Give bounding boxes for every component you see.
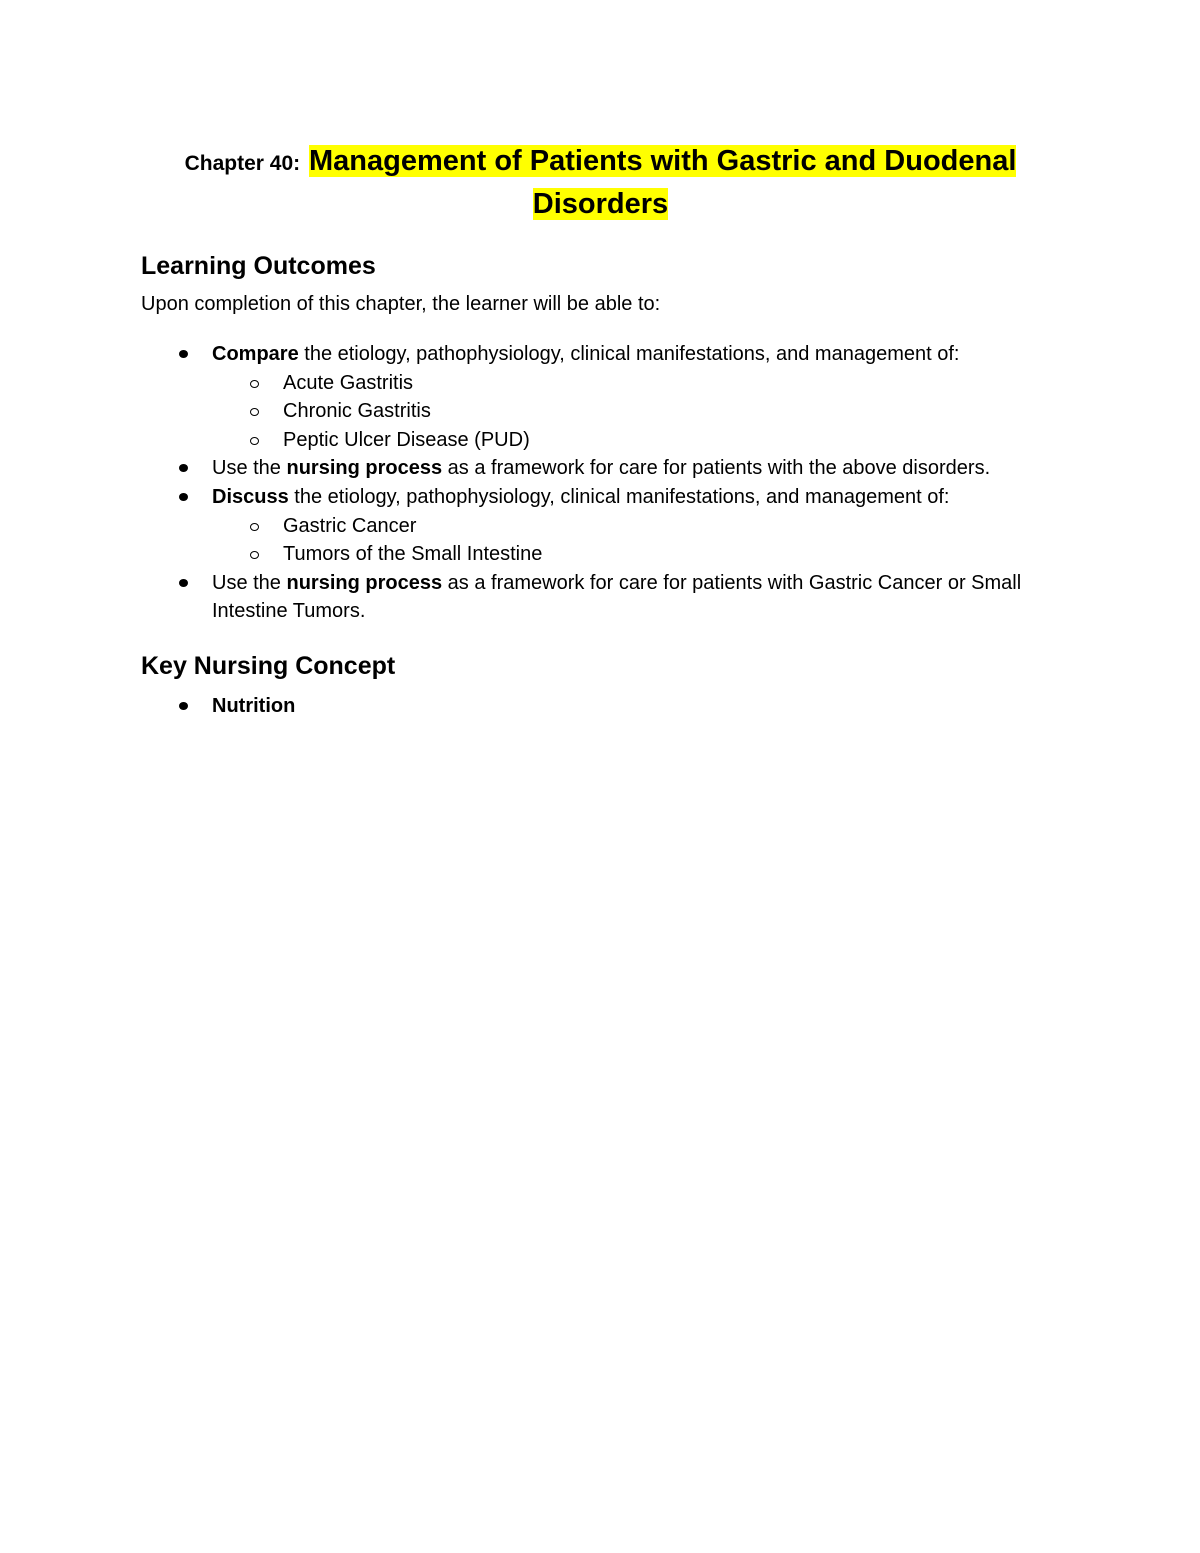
item-bold-text: Compare: [212, 343, 299, 365]
item-text: the etiology, pathophysiology, clinical manifestations, and management of:: [288, 485, 950, 508]
sub-list-item: [212, 426, 1060, 455]
bullet-circle-icon: [250, 408, 259, 416]
bullet-circle-icon: [250, 437, 259, 445]
learning-outcomes-list: [141, 340, 1060, 626]
item-bold-text: Discuss: [212, 485, 289, 508]
sub-list-item: [212, 540, 1060, 569]
sub-item-text: Acute Gastritis: [283, 371, 414, 394]
sub-item-text: Chronic Gastritis: [283, 400, 431, 423]
key-concept-text: Nutrition: [212, 694, 296, 717]
learning-outcomes-intro: Upon completion of this chapter, the learner will be able to:: [141, 293, 661, 315]
key-concept-list: [141, 692, 1060, 721]
item-bold-text: nursing process: [286, 571, 443, 594]
key-nursing-concept-heading: Key Nursing Concept: [141, 651, 396, 680]
list-item: [141, 454, 1060, 483]
chapter-title-highlighted: Management of Patients with Gastric and Duodenal Disorders: [309, 145, 1017, 220]
item-text: as a framework for care for patients with Gastric Cancer or Small Intestine Tumors.: [212, 571, 1022, 623]
sub-item-text: Tumors of the Small Intestine: [283, 543, 543, 566]
item-pre-text: Use the: [212, 457, 287, 480]
learning-outcomes-heading: Learning Outcomes: [141, 252, 376, 280]
item-text: as a framework for care for patients with the above disorders.: [442, 457, 991, 480]
item-bold-text: nursing process: [286, 457, 443, 480]
sub-item-text: Gastric Cancer: [283, 514, 417, 537]
sub-list-item: [212, 512, 1060, 541]
item-text: the etiology, pathophysiology, clinical manifestations, and management of:: [298, 343, 960, 365]
list-item: [141, 340, 1060, 454]
bullet-circle-icon: [250, 523, 259, 531]
list-item: [141, 692, 1060, 721]
sub-list: [212, 369, 1060, 455]
bullet-circle-icon: [250, 551, 259, 559]
bullet-circle-icon: [250, 380, 259, 388]
bullet-disc-icon: [179, 579, 188, 587]
bullet-disc-icon: [179, 702, 188, 710]
sub-list-item: [212, 369, 1060, 398]
chapter-prefix: Chapter 40:: [184, 152, 301, 175]
list-item: [141, 569, 1060, 626]
bullet-disc-icon: [179, 350, 188, 358]
bullet-disc-icon: [179, 493, 188, 501]
list-item: [141, 483, 1060, 569]
chapter-title: [141, 140, 1060, 223]
item-pre-text: Use the: [212, 571, 287, 594]
sub-list: [212, 512, 1060, 569]
sub-list-item: [212, 397, 1060, 426]
sub-item-text: Peptic Ulcer Disease (PUD): [283, 428, 530, 451]
bullet-disc-icon: [179, 464, 188, 472]
